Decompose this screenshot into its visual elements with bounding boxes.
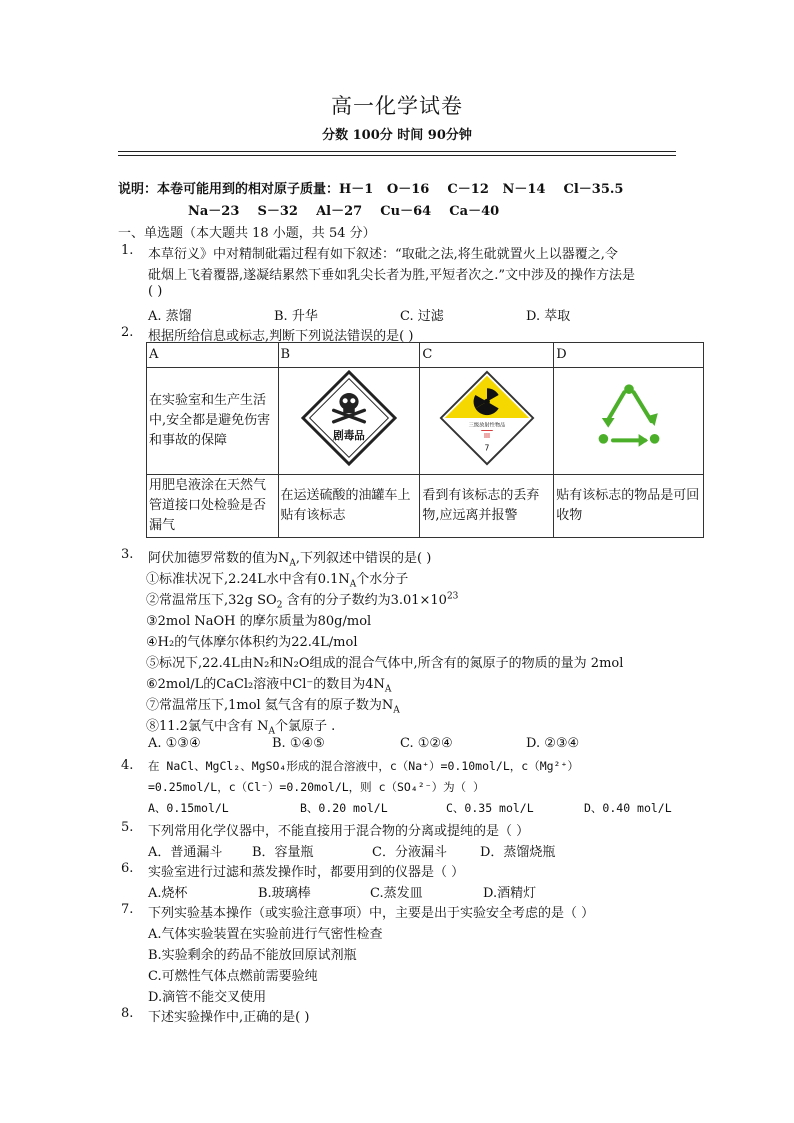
q6-number: 6. [121,861,134,876]
q4-number: 4. [121,758,134,773]
q3-item-3: ③2mol NaOH 的摩尔质量为80g/mol [146,614,372,629]
q3-item-1: ①标准状况下,2.24L水中含有$0.1N_A$个水分子 [146,572,409,590]
q3-item-7-text: ⑦常温常压下,1mol 氦气含有的原子数为N [146,698,394,713]
q7-option-d: D.滴管不能交叉使用 [148,990,267,1005]
q4-line2: =0.25mol/L，c（Cl⁻）=0.20mol/L，则 c（SO₄²⁻）为（ ） [148,780,485,794]
q1-line3: ( ) [148,284,163,299]
q2-number: 2. [121,325,134,340]
q3-item-1-text: ①标准状况下,2.24L水中含有0.1N [146,572,350,587]
q1-line2: 砒烟上飞着覆器,遂凝结累然下垂如乳尖长者为胜,平短者次之.”文中涉及的操作方法是 [148,268,636,283]
q3-item-2: ②常温常压下,32g $SO_2$ 含有的分子数约为$3.01\times 10^{23}$ [146,591,459,611]
q1-line1: 本草衍义》中对精制砒霜过程有如下叙述：“取砒之法,将生砒就置火上以器覆之,令 [148,247,618,262]
q3-stem-tail: ,下列叙述中错误的是( ) [295,551,432,566]
q3-number: 3. [121,547,134,562]
q2-header-c: C [420,343,554,368]
q3-item-6: ⑥2mol/L的CaCl₂溶液中Cl⁻的数目为$4N_A$ [146,677,392,695]
q3-item-8: ⑧11.2氯气中含有 $N_A$个氯原子 . [146,719,336,737]
q4-option-d: D、0.40 mol/L [584,801,672,815]
q5-option-d: D．蒸馏烧瓶 [480,845,556,860]
q3-item-2-sup: 23 [446,591,459,602]
q5-option-c: C．分液漏斗 [372,845,447,860]
radioactive-sign-number: 7 [484,443,490,453]
q1-option-b: B. 升华 [274,309,318,324]
q5-option-a: A．普通漏斗 [148,845,223,860]
q2-d-bottom-text: 贴有该标志的物品是可回收物 [554,475,704,538]
q2-c-bottom-text: 看到有该标志的丢弃物,应远离并报警 [420,475,554,538]
recycle-icon [589,378,669,458]
q7-option-c: C.可燃性气体点燃前需要验纯 [148,969,318,984]
q3-stem [148,547,431,569]
q6-option-b: B.玻璃棒 [258,886,311,901]
header-rule-thin [118,155,676,156]
q3-stem-text: 阿伏加德罗常数的值为N [148,551,290,566]
q1-number: 1. [121,243,134,258]
q6-stem: 实验室进行过滤和蒸发操作时，都要用到的仪器是（ ） [148,865,465,880]
q3-option-c: C. ①②④ [400,736,453,751]
q5-stem: 下列常用化学仪器中，不能直接用于混合物的分离或提纯的是（ ） [148,824,530,839]
q3-item-8-tail: 个氯原子 . [274,719,336,734]
q3-item-7: ⑦常温常压下,1mol 氦气含有的原子数为$N_A$ [146,698,400,716]
q3-item-2-mid: 含有的分子数约为3.01×10 [282,593,447,608]
q7-number: 7. [121,902,134,917]
q3-item-4: ④H₂的气体摩尔体积约为22.4L/mol [146,635,358,650]
q8-number: 8. [121,1006,134,1021]
toxic-sign-label: 剧毒品 [333,429,365,442]
q6-option-c: C.蒸发皿 [370,886,423,901]
q5-number: 5. [121,820,134,835]
radioactive-sign-class: III [483,431,490,440]
q2-a-top-text: 在实验室和生产生活中,安全都是避免伤害和事故的保障 [147,368,279,475]
q3-item-8-text: ⑧11.2氯气中含有 N [146,719,269,734]
exam-title: 高一化学试卷 [331,94,463,118]
q4-option-a: A、0.15mol/L [148,801,229,815]
q3-item-1-tail: 个水分子 [356,572,409,587]
q2-table [146,342,704,538]
q6-option-a: A.烧杯 [148,886,188,901]
q3-stem-sub: A [289,558,296,569]
toxic-skull-sign-icon [301,370,397,466]
section-heading: 一、单选题（本大题共 18 小题，共 54 分） [118,226,376,241]
q2-a-bottom-text: 用肥皂液涂在天然气管道接口处检验是否漏气 [147,475,279,538]
atomic-mass-note-line1: 说明：本卷可能用到的相对原子质量：H－1 O－16 C－12 N－14 Cl－35.5 [118,182,624,197]
q4-option-c: C、0.35 mol/L [446,801,534,815]
q3-option-b: B. ①④⑤ [272,736,325,751]
atomic-mass-note-line2: Na－23 S－32 Al－27 Cu－64 Ca－40 [188,204,500,219]
q8-stem: 下述实验操作中,正确的是( ) [148,1010,310,1025]
q3-item-5: ⑤标况下,22.4L由N₂和N₂O组成的混合气体中,所含有的氮原子的物质的量为 2mol [146,656,624,671]
radioactive-sign-label: 三级放射性物品 [468,422,506,429]
q2-c-sign-cell [420,368,554,475]
q4-line1: 在 NaCl、MgCl₂、MgSO₄形成的混合溶液中，c（Na⁺）=0.10mol/L，c（Mg²⁺） [148,759,579,773]
q3-option-a: A. ①③④ [148,736,201,751]
q2-header-a: A [147,343,279,368]
q2-header-b: B [278,343,420,368]
q7-option-a: A.气体实验装置在实验前进行气密性检查 [148,927,383,942]
q6-option-d: D.酒精灯 [483,886,537,901]
q2-header-d: D [554,343,704,368]
q2-b-sign-cell [278,368,420,475]
q7-stem: 下列实验基本操作（或实验注意事项）中，主要是出于实验安全考虑的是（ ） [148,906,595,921]
header-rule-thick [118,151,676,152]
radioactive-sign-icon [439,370,535,466]
q1-option-c: C. 过滤 [400,309,444,324]
q1-option-d: D. 萃取 [526,309,571,324]
q3-item-2-text: ②常温常压下,32g SO [146,593,277,608]
q3-item-6-text: ⑥2mol/L的CaCl₂溶液中Cl⁻的数目为4N [146,677,385,692]
q2-stem: 根据所给信息或标志,判断下列说法错误的是( ) [148,329,414,344]
q3-option-d: D. ②③④ [526,736,580,751]
q7-option-b: B.实验剩余的药品不能放回原试剂瓶 [148,948,357,963]
q2-b-bottom-text: 在运送硫酸的油罐车上贴有该标志 [278,475,420,538]
exam-subtitle: 分数 100分 时间 90分钟 [322,128,472,143]
q5-option-b: B．容量瓶 [252,845,314,860]
q4-option-b: B、0.20 mol/L [300,801,388,815]
q1-option-a: A. 蒸馏 [148,309,192,324]
q2-d-sign-cell [554,368,704,475]
